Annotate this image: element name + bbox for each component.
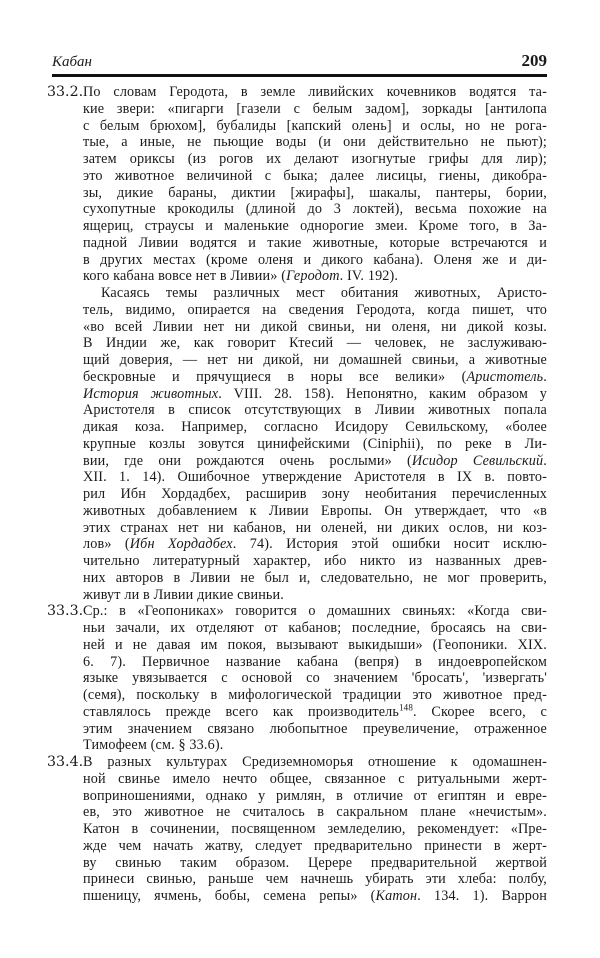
text-line: лов» (Ибн Хордадбех. 74). История этой ошибки носит исклю-: [83, 536, 547, 553]
text-line: кого кабана вовсе нет в Ливии» (Геродот. IV. 192).: [83, 268, 399, 285]
section-number: 33.2.: [47, 84, 84, 100]
text-line: них авторов в Ливии не был и, следовательно, не мог проверить,: [83, 569, 547, 586]
text-line: В Индии же, как говорит Ктесий — человек, не заслуживаю-: [83, 335, 547, 352]
text-line: 6. 7). Первичное название кабана (вепря) в индоевропейском: [83, 653, 547, 670]
text-line: ву свинью таким образом. Церере предварительной жертвой: [83, 854, 547, 871]
text-line: языке увязывается с основой со значением 'бросать', 'извергать': [83, 670, 547, 687]
text-line: XII. 1. 14). Ошибочное утверждение Аристотеля в IX в. повто-: [83, 469, 547, 486]
text-line: ньи зачали, их отделяют от кабанов; последние, бросаясь на сви-: [83, 620, 547, 636]
text-line: крупные козлы зовутся цинифейскими (Ciniphii), по реке в Ли-: [83, 435, 547, 452]
text-line: это животное величиной с быка; далее лисицы, гиены, дикобра-: [83, 167, 547, 184]
text-line: История животных. VIII. 28. 158). Непонятно, каким образом у: [83, 385, 547, 402]
section-33-2: [47, 84, 547, 603]
text-line: Аристотеля в список отсутствующих в Ливии животных попала: [83, 402, 547, 419]
text-line: ящериц, страусы и маленькие однорогие змеи. Кроме того, в За-: [83, 218, 547, 234]
text-line: этих странах нет ни кабанов, ни оленей, ни диких ослов, ни коз-: [83, 519, 547, 536]
page-body: [47, 84, 547, 905]
text-line: животных добавлением к Ливии Европы. Он утверждает, что «в: [83, 502, 547, 519]
text-line: пшеницу, ячмень, бобы, семена репы» (Катон. 134. 1). Варрон: [83, 888, 547, 904]
text-line: этим значением связано любопытное преувеличение, отраженное: [83, 720, 547, 737]
text-line: В разных культурах Средиземноморья отношение к одомашнен-: [83, 754, 547, 770]
text-line: ней и не давая им покоя, вызывают выкидыши» (Геопоники. XIX.: [83, 636, 547, 653]
page-number: 209: [521, 51, 547, 70]
text-line: тые, а иные, не пьющие воды (и они действительно не пьют);: [83, 134, 547, 151]
text-line: (семя), поскольку в мифологической традиции это животное пред-: [83, 687, 547, 703]
text-line: ев, это животное не считалось в сакральном плане «нечистым».: [83, 804, 547, 821]
text-line: воприношениями, однако у римлян, в отличие от египтян и евре-: [83, 787, 547, 804]
text-line: Тимофеем (см. § 33.6).: [83, 737, 224, 754]
text-line: кие звери: «пигарги [газели с белым задом], зоркады [антилопа: [83, 100, 547, 117]
text-line: тель, видимо, опирается на сведения Геродота, когда пишет, что: [83, 301, 547, 318]
text-line: бескровные и прячущиеся в норы все велики» (Аристотель.: [83, 368, 547, 385]
section-number: 33.4.: [47, 754, 84, 770]
text-line: с белым брюхом], бубалиды [капский олень] и ослы, но не рога-: [83, 117, 547, 134]
section-33-4: [47, 754, 547, 905]
text-line: По словам Геродота, в земле ливийских кочевников водятся та-: [83, 84, 547, 100]
text-line: вии, где они рождаются очень рослыми» (Исидор Севильский.: [83, 452, 547, 469]
text-line: живут ли в Ливии дикие свиньи.: [83, 586, 284, 603]
text-line: Ср.: в «Геопониках» говорится о домашних свиньях: «Когда сви-: [83, 603, 547, 620]
paragraph-start-line: Касаясь темы различных мест обитания животных, Аристо-: [101, 285, 547, 301]
text-line: сухопутные крокодилы (длиной до 3 локтей), весьма похожие на: [83, 201, 547, 218]
section-number: 33.3.: [47, 603, 84, 620]
text-line: принеси свинью, раньше чем начнешь убирать эти хлеба: полбу,: [83, 871, 547, 888]
line-text: ставлялось прежде всего как производитель: [83, 703, 400, 720]
text-line-with-footnote: [83, 704, 547, 721]
text-line: жде чем начать жатву, следует предварительно принести в жерт-: [83, 837, 547, 854]
text-line: падной Ливии водятся и такие животные, которые встречаются и: [83, 234, 547, 251]
text-line: дикая коза. Например, согласно Исидору Севильскому, «более: [83, 419, 547, 435]
line-text: . Скорее всего, с: [412, 703, 547, 720]
footnote-ref[interactable]: 148: [399, 702, 413, 713]
page-header: [52, 44, 547, 77]
text-line: в других местах (кроме оленя и дикого кабана). Оленя же и ди-: [83, 251, 547, 268]
text-line: зы, дикие бараны, диктии [жирафы], шакалы, пантеры, бории,: [83, 184, 547, 201]
text-line: Катон в сочинении, посвященном земледелию, рекомендует: «Пре-: [83, 821, 547, 837]
running-title: Кабан: [52, 54, 92, 70]
text-line: рил Ибн Хордадбех, расширив зону необитания перечисленных: [83, 486, 547, 502]
section-33-3: [47, 603, 547, 754]
text-line: щий доверия, — нет ни дикой, ни домашней свиньи, а животные: [83, 352, 547, 368]
text-line: ной свинье имело нечто общее, связанное с ритуальными жерт-: [83, 770, 547, 787]
text-line: чительно литературный характер, ибо никто из названных древ-: [83, 553, 547, 569]
text-line: «во всей Ливии нет ни дикой свиньи, ни оленя, ни дикой козы.: [83, 318, 547, 335]
text-line: затем ориксы (из рогов их делают изогнутые грифы для лир);: [83, 151, 547, 167]
